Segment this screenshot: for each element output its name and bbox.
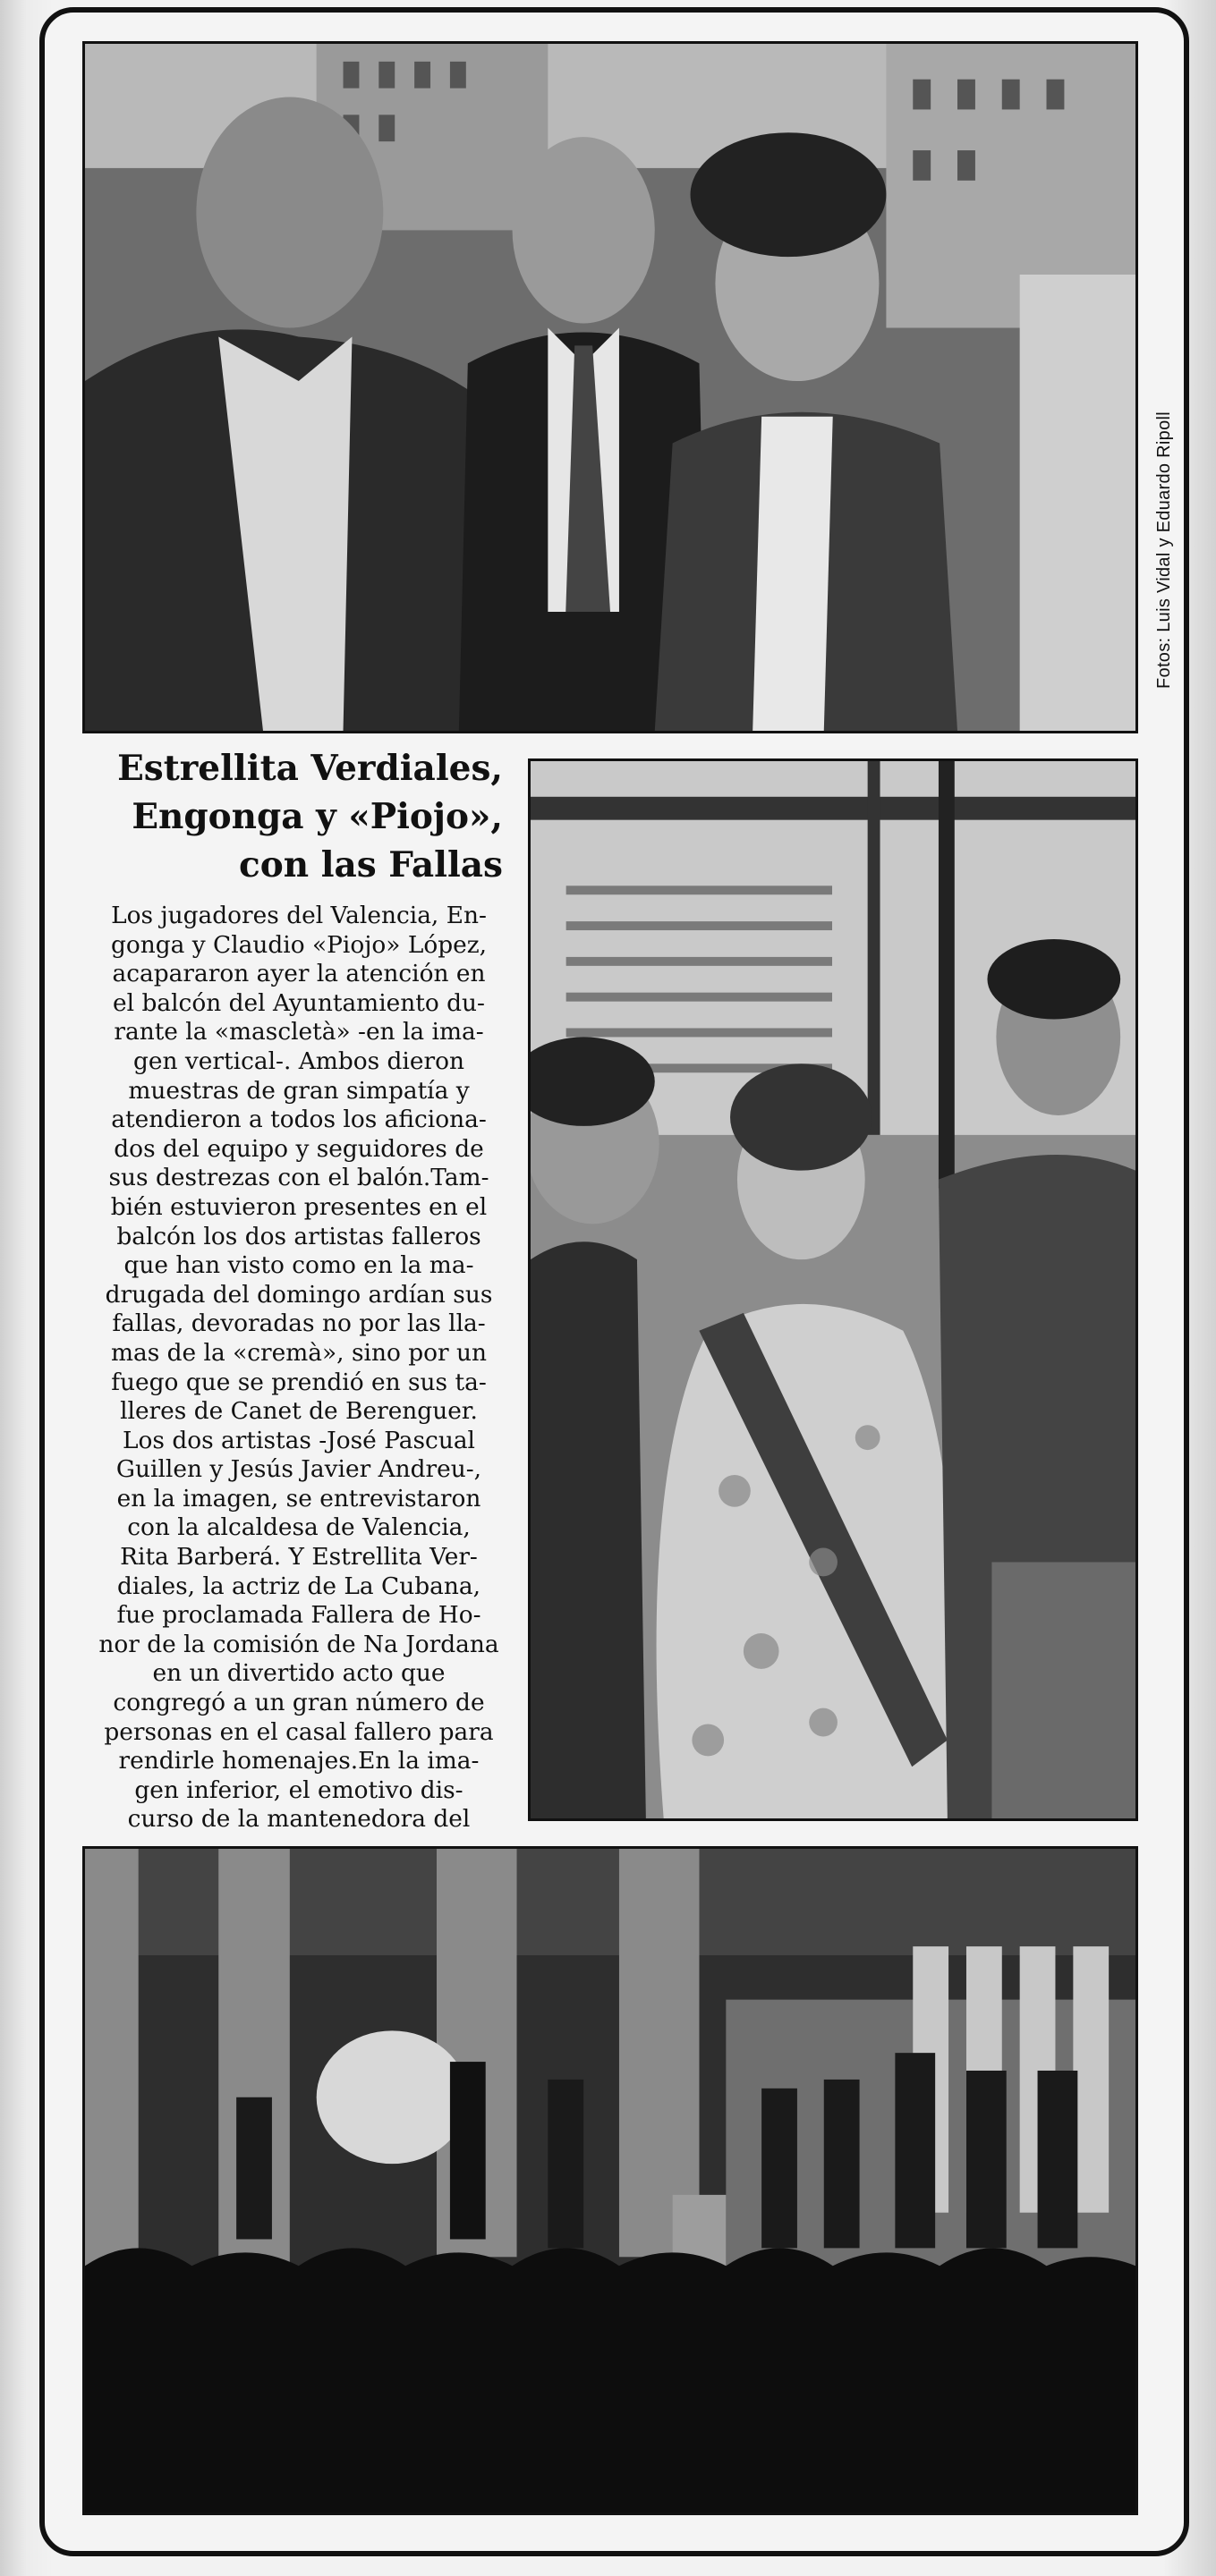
body-line: atendieron a todos los aficiona-	[111, 1106, 487, 1134]
body-line: con la alcaldesa de Valencia,	[127, 1513, 471, 1542]
body-line: gen vertical-. Ambos dieron	[133, 1046, 464, 1075]
headline	[86, 744, 503, 889]
body-line: que han visto como en la ma-	[123, 1251, 474, 1280]
body-line: Los dos artistas -José Pascual	[122, 1426, 475, 1454]
body-line: en la imagen, se entrevistaron	[116, 1484, 481, 1513]
body-line: gonga y Claudio «Piojo» López,	[110, 930, 488, 959]
article-body	[88, 902, 510, 1835]
body-line: rendirle homenajes.En la ima-	[118, 1747, 480, 1775]
headline-line: Engonga y «Piojo»,	[132, 796, 503, 837]
body-line: drugada del domingo ardían sus	[105, 1280, 493, 1309]
body-line: diales, la actriz de La Cubana,	[117, 1572, 480, 1600]
headline-line: con las Fallas	[239, 844, 503, 886]
body-line: sus destrezas con el balón.Tam-	[108, 1164, 489, 1192]
headline-line: Estrellita Verdiales,	[117, 748, 503, 789]
body-line: dos del equipo y seguidores de	[114, 1134, 484, 1163]
body-line: Los jugadores del Valencia, En-	[111, 902, 487, 929]
body-line: balcón los dos artistas falleros	[116, 1222, 481, 1250]
body-line: fuego que se prendió en sus ta-	[111, 1368, 487, 1396]
top-photo	[82, 41, 1138, 733]
photo-credit: Fotos: Luis Vidal y Eduardo Ripoll	[1154, 411, 1174, 689]
body-line: muestras de gran simpatía y	[128, 1076, 470, 1105]
body-line: acapararon ayer la atención en	[112, 960, 486, 988]
body-line: fue proclamada Fallera de Ho-	[116, 1601, 481, 1630]
body-line: bién estuvieron presentes en el	[110, 1192, 488, 1221]
body-line: rante la «mascletà» -en la ima-	[114, 1018, 484, 1046]
body-line: congregó a un gran número de	[113, 1689, 485, 1717]
vertical-photo	[528, 758, 1138, 1821]
body-line: lleres de Canet de Berenguer.	[120, 1397, 478, 1426]
body-line: gen inferior, el emotivo dis-	[134, 1775, 463, 1804]
body-line: el balcón del Ayuntamiento du-	[113, 988, 485, 1017]
body-line: Rita Barberá. Y Estrellita Ver-	[120, 1543, 478, 1572]
body-line: fallas, devoradas no por las lla-	[112, 1309, 486, 1338]
body-line: mas de la «cremà», sino por un	[110, 1338, 488, 1367]
body-line: en un divertido acto que	[152, 1659, 446, 1688]
body-line: personas en el casal fallero para	[104, 1717, 494, 1746]
body-line: Guillen y Jesús Javier Andreu-,	[115, 1455, 482, 1484]
body-line: nor de la comisión de Na Jordana	[98, 1630, 499, 1658]
body-line: curso de la mantenedora del	[127, 1805, 471, 1834]
bottom-photo	[82, 1846, 1138, 2515]
